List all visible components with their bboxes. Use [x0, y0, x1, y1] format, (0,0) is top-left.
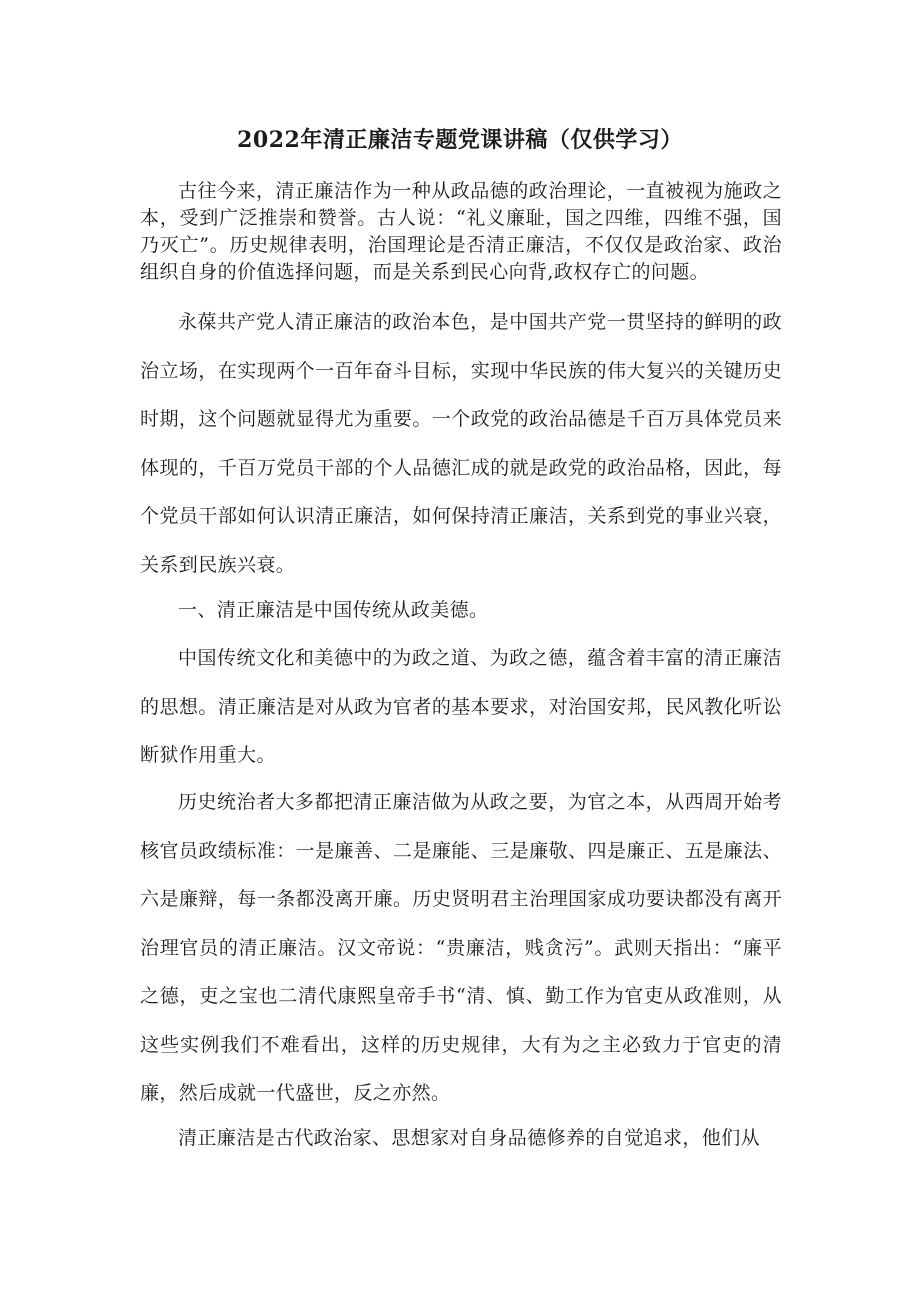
document-title: 2022年清正廉洁专题党课讲稿（仅供学习）: [237, 127, 683, 153]
paragraph-intro: 古往今来，清正廉洁作为一种从政品德的政治理论，一直被视为施政之本，受到广泛推崇和赞誉。古人说：“礼义廉耻，国之四维，四维不强，国乃灭亡”。历史规律表明，治国理论是否清正廉洁，不仅仅是政治家、政治组织自身的价值选择问题，而是关系到民心向背,政权存亡的问题。: [140, 180, 782, 283]
paragraph-party-integrity: 永葆共产党人清正廉洁的政治本色，是中国共产党一贯坚持的鲜明的政治立场，在实现两个一百年奋斗目标，实现中华民族的伟大复兴的关键历史时期，这个问题就显得尤为重要。一个政党的政治品德是千百万具体党员来体现的，千百万党员干部的个人品德汇成的就是政党的政治品格，因此，每个党员干部如何认识清正廉洁，如何保持清正廉洁，关系到党的事业兴衰，关系到民族兴衰。: [140, 311, 782, 576]
paragraph-traditional-culture: 中国传统文化和美德中的为政之道、为政之德，蕴含着丰富的清正廉洁的思想。清正廉洁是对从政为官者的基本要求，对治国安邦，民风教化听讼断狱作用重大。: [140, 647, 782, 766]
paragraph-ancient-statesmen: 清正廉洁是古代政治家、思想家对自身品德修养的自觉追求，他们从: [178, 1127, 761, 1149]
paragraph-historical-rulers: 历史统治者大多都把清正廉洁做为从政之要，为官之本，从西周开始考核官员政绩标准：一是廉善、二是廉能、三是廉敬、四是廉正、五是廉法、六是廉辩，每一条都没离开廉。历史贤明君主治理国家成功要诀都没有离开治理官员的清正廉洁。汉文帝说：“贵廉洁，贱贪污”。武则天指出：“廉平之德，吏之宝也二清代康熙皇帝手书“清、慎、勤工作为官吏从政准则，从这些实例我们不难看出，这样的历史规律，大有为之主必致力于官吏的清廉，然后成就一代盛世，反之亦然。: [140, 791, 782, 1104]
section-heading-1: 一、清正廉洁是中国传统从政美德。: [178, 599, 489, 621]
